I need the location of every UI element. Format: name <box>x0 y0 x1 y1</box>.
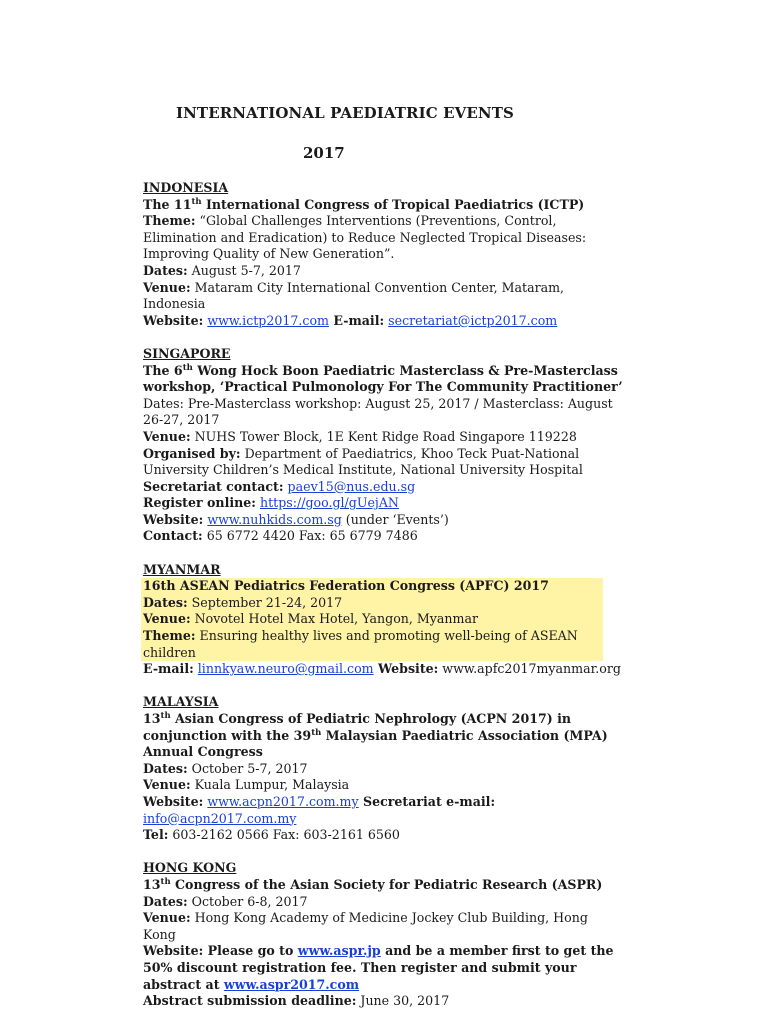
event-theme: Theme: “Global Challenges Interventions (Preventions, Control, Elimination and Eradication) to Reduce Neglected Tropical Diseases: Improving Quality of New Generation”. <box>143 213 587 262</box>
event-abstract-deadline: Abstract submission deadline: June 30, 2017 <box>143 993 450 1009</box>
highlighted-block <box>141 578 603 661</box>
event-dates: Dates: October 6-8, 2017 <box>143 893 308 909</box>
event-contact-line: E-mail: linnkyaw.neuro@gmail.com Website: www.apfc2017myanmar.org <box>143 661 621 677</box>
email-link[interactable]: secretariat@ictp2017.com <box>388 312 558 328</box>
website-link[interactable]: www.acpn2017.com.my <box>207 793 359 809</box>
email-link[interactable]: info@acpn2017.com.my <box>143 810 297 826</box>
document-year: 2017 <box>303 144 345 162</box>
email-link[interactable]: linnkyaw.neuro@gmail.com <box>197 661 374 677</box>
event-malaysia <box>143 694 623 843</box>
event-theme: Theme: Ensuring healthy lives and promoting well-being of ASEAN children <box>143 628 578 660</box>
event-name: 16th ASEAN Pediatrics Federation Congress (APFC) 2017 <box>143 578 549 594</box>
event-myanmar <box>143 562 623 678</box>
event-website: Website: Please go to www.aspr.jp and be a member first to get the 50% discount registration fee. Then register and submit your abstract at www.aspr2017.com <box>143 943 614 992</box>
event-tel: Tel: 603-2162 0566 Fax: 603-2161 6560 <box>143 827 400 843</box>
event-indonesia <box>143 180 623 329</box>
event-hongkong <box>143 860 623 1009</box>
website-link[interactable]: www.nuhkids.com.sg <box>207 511 342 527</box>
event-website: Website: www.nuhkids.com.sg (under ‘Events’) <box>143 511 449 527</box>
event-organiser: Organised by: Department of Paediatrics, Khoo Teck Puat-National University Children’s Medical Institute, National University Hospital <box>143 445 583 478</box>
country-heading: HONG KONG <box>143 860 237 876</box>
event-venue: Venue: NUHS Tower Block, 1E Kent Ridge Road Singapore 119228 <box>143 428 577 444</box>
website-link[interactable]: www.ictp2017.com <box>207 312 329 328</box>
event-contact-line: Website: www.ictp2017.com E-mail: secretariat@ictp2017.com <box>143 312 558 328</box>
country-heading: SINGAPORE <box>143 345 231 361</box>
event-venue: Venue: Mataram City International Convention Center, Mataram, Indonesia <box>143 279 565 312</box>
event-name: The 6th Wong Hock Boon Paediatric Masterclass & Pre-Masterclass workshop, ‘Practical Pulmonology For The Community Practitioner’ <box>143 362 623 395</box>
country-heading: INDONESIA <box>143 180 229 195</box>
event-venue: Venue: Novotel Hotel Max Hotel, Yangon, Myanmar <box>143 611 479 627</box>
event-contact: Contact: 65 6772 4420 Fax: 65 6779 7486 <box>143 528 418 544</box>
register-link[interactable]: https://goo.gl/gUejAN <box>259 495 399 511</box>
events-list <box>143 180 623 1026</box>
event-dates: Dates: September 21-24, 2017 <box>143 594 343 610</box>
event-name: 13th Congress of the Asian Society for Pediatric Research (ASPR) <box>143 876 603 892</box>
event-venue: Venue: Kuala Lumpur, Malaysia <box>143 777 350 793</box>
event-dates: Dates: October 5-7, 2017 <box>143 760 308 776</box>
country-heading: MALAYSIA <box>143 694 219 710</box>
document-title: INTERNATIONAL PAEDIATRIC EVENTS <box>176 104 514 122</box>
event-singapore <box>143 346 623 545</box>
secretariat-email-link[interactable]: paev15@nus.edu.sg <box>287 478 416 494</box>
country-heading: MYANMAR <box>143 561 221 577</box>
event-name: The 11th International Congress of Tropical Paediatrics (ICTP) <box>143 196 585 212</box>
event-dates: Dates: August 5-7, 2017 <box>143 262 301 278</box>
event-register: Register online: https://goo.gl/gUejAN <box>143 495 399 511</box>
website-link-2[interactable]: www.aspr2017.com <box>223 976 360 992</box>
event-name: 13th Asian Congress of Pediatric Nephrology (ACPN 2017) in conjunction with the 39th Malaysian Paediatric Association (MPA) Annual Congress <box>143 711 608 760</box>
event-venue: Venue: Hong Kong Academy of Medicine Jockey Club Building, Hong Kong <box>143 910 588 942</box>
event-dates: Dates: Pre-Masterclass workshop: August 25, 2017 / Masterclass: August 26-27, 2017 <box>143 395 613 428</box>
website-link[interactable]: www.aspr.jp <box>297 943 381 959</box>
event-secretariat: Secretariat contact: paev15@nus.edu.sg <box>143 478 416 494</box>
event-contact-line: Website: www.acpn2017.com.my Secretariat e-mail: info@acpn2017.com.my <box>143 793 496 826</box>
